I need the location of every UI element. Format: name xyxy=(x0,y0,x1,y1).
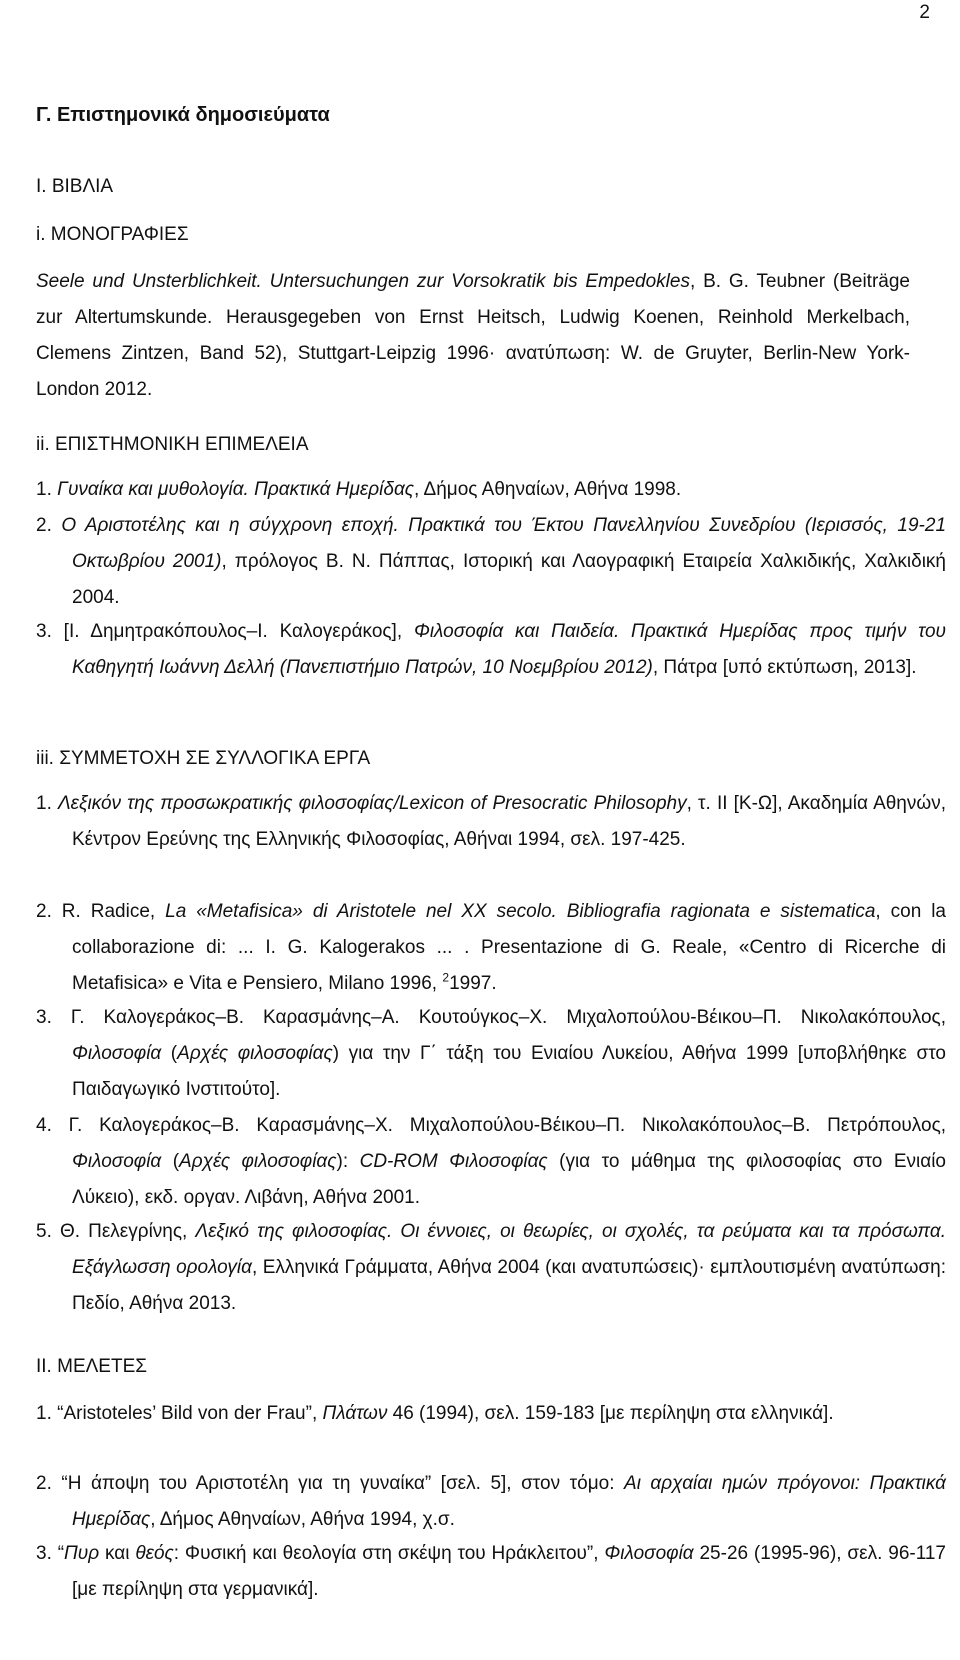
collective-entry-3 xyxy=(36,1000,946,1108)
entry-paren: ( xyxy=(161,1151,180,1172)
entry-year: 1997. xyxy=(449,973,497,994)
entry-number: 3. xyxy=(36,1007,71,1028)
heading-collective-works: iii. ΣΥΜΜΕΤΟΧΗ ΣΕ ΣΥΛΛΟΓΙΚΑ ΕΡΓΑ xyxy=(36,748,371,769)
monograph-entry xyxy=(36,264,910,408)
entry-number: 2. xyxy=(36,901,62,922)
entry-number: 3. xyxy=(36,1543,58,1564)
entry-paren-close: ): xyxy=(336,1151,360,1172)
entry-number: 1. xyxy=(36,479,58,500)
entry-number: 3. xyxy=(36,621,64,642)
page-number: 2 xyxy=(919,2,930,23)
entry-number: 2. xyxy=(36,1473,62,1494)
entry-details: 46 (1994), σελ. 159-183 [με περίληψη στα ελληνικά]. xyxy=(387,1403,834,1424)
entry-author: Θ. Πελεγρίνης, xyxy=(59,1221,196,1242)
entry-volume: Αι αρχαίαι ημών πρόγονοι: Πρακτικά Ημερίδας xyxy=(72,1473,947,1530)
entry-title: Ο Αριστοτέλης και η σύγχρονη εποχή. Πρακτικά του Έκτου Πανελληνίου Συνεδρίου (Ιερισσός, 19-21 Οκτωβρίου 2001) xyxy=(61,515,947,572)
entry-subtitle: Αρχές φιλοσοφίας xyxy=(177,1043,333,1064)
entry-title: La «Metafisica» di Aristotele nel XX secolo. Bibliografia ragionata e sistematica xyxy=(165,901,876,922)
entry-title: Φιλοσοφία xyxy=(72,1043,162,1064)
entry-subtitle: Αρχές φιλοσοφίας xyxy=(179,1151,337,1172)
entry-author: R. Radice, xyxy=(61,901,166,922)
entry-number: 1. xyxy=(36,1403,58,1424)
entry-title: Λεξικό της φιλοσοφίας. Οι έννοιες, οι θεωρίες, οι σχολές, τα ρεύματα και τα πρόσωπα. Εξάγλωσση ορολογία xyxy=(72,1221,947,1278)
entry-details: , πρόλογος Β. Ν. Πάππας, Ιστορική και Λαογραφική Εταιρεία Χαλκιδικής, Χαλκιδική 2004. xyxy=(72,551,946,608)
entry-details: ) για την Γ΄ τάξη του Ενιαίου Λυκείου, Αθήνα 1999 [υποβλήθηκε στο Παιδαγωγικό Ινστιτούτο]. xyxy=(72,1043,946,1100)
collective-entry-5 xyxy=(36,1214,946,1322)
collective-entry-4 xyxy=(36,1108,946,1216)
entry-article-rest: : Φυσική και θεολογία στη σκέψη του Ηράκλειτου”, xyxy=(173,1543,605,1564)
section-title: Γ. Επιστημονικά δημοσιεύματα xyxy=(36,104,330,126)
entry-details: , con la collaborazione di: ... I. G. Kalogerakos ... . Presentazione di G. Reale, «Centro di Ricerche di Metafisica» e Vita e Pensiero, Milano 1996, xyxy=(72,901,947,994)
entry-details: 25-26 (1995-96), σελ. 96-117 [με περίληψη στα γερμανικά]. xyxy=(72,1543,947,1600)
entry-title: Seele und Unsterblichkeit. Untersuchungen zur Vorsokratik bis Empedokles xyxy=(36,271,690,292)
entry-details: , Ελληνικά Γράμματα, Αθήνα 2004 (και ανατυπώσεις)· εμπλουτισμένη ανατύπωση: Πεδίο, Αθήνα 2013. xyxy=(72,1257,946,1314)
entry-article: “Aristoteles’ Bild von der Frau”, xyxy=(57,1403,323,1424)
entry-authors: Γ. Καλογεράκος–Β. Καρασμάνης–Χ. Μιχαλοπούλου-Βέικου–Π. Νικολακόπουλος–Β. Πετρόπουλος, xyxy=(68,1115,947,1136)
entry-details: , τ. ΙΙ [Κ-Ω], Ακαδημία Αθηνών, Κέντρον Ερεύνης της Ελληνικής Φιλοσοφίας, Αθήναι 1994, σελ. 197-425. xyxy=(72,793,946,850)
entry-title: Γυναίκα και μυθολογία. Πρακτικά Ημερίδας xyxy=(57,479,415,500)
entry-number: 1. xyxy=(36,793,58,814)
entry-details: , Δήμος Αθηναίων, Αθήνα 1998. xyxy=(414,479,682,500)
heading-books: Ι. ΒΙΒΛΙΑ xyxy=(36,176,114,197)
entry-details: , Πάτρα [υπό εκτύπωση, 2013]. xyxy=(652,657,917,678)
collective-entry-2 xyxy=(36,894,946,1002)
entry-details: (για το μάθημα της φιλοσοφίας στο Ενιαίο Λύκειο), εκδ. οργαν. Λιβάνη, Αθήνα 2001. xyxy=(72,1151,946,1208)
edition-superscript: 2 xyxy=(442,970,450,985)
entry-journal: Πλάτων xyxy=(322,1403,388,1424)
heading-monographs: i. ΜΟΝΟΓΡΑΦΙΕΣ xyxy=(36,224,189,245)
entry-and: και xyxy=(99,1543,136,1564)
heading-editing: ii. ΕΠΙΣΤΗΜΟΝΙΚΗ ΕΠΙΜΕΛΕΙΑ xyxy=(36,434,309,455)
entry-journal: Φιλοσοφία xyxy=(604,1543,694,1564)
study-entry-2 xyxy=(36,1466,946,1538)
entry-title: Φιλοσοφία και Παιδεία. Πρακτικά Ημερίδας προς τιμήν του Καθηγητή Ιωάννη Δελλή (Πανεπιστήμιο Πατρών, 10 Νοεμβρίου 2012) xyxy=(72,621,947,678)
editing-entry-3 xyxy=(36,614,946,686)
entry-number: 4. xyxy=(36,1115,69,1136)
study-entry-1 xyxy=(36,1396,946,1432)
entry-title: Λεξικόν της προσωκρατικής φιλοσοφίας/Lexicon of Presocratic Philosophy xyxy=(57,793,687,814)
entry-details: , Δήμος Αθηναίων, Αθήνα 1994, χ.σ. xyxy=(150,1509,455,1530)
entry-cdrom: CD-ROM Φιλοσοφίας xyxy=(359,1151,548,1172)
heading-studies: ΙΙ. ΜΕΛΕΤΕΣ xyxy=(36,1356,148,1377)
entry-word-god: θεός xyxy=(135,1543,174,1564)
study-entry-3 xyxy=(36,1536,946,1608)
entry-quote: “ xyxy=(57,1543,65,1564)
entry-number: 5. xyxy=(36,1221,60,1242)
editing-entry-2 xyxy=(36,508,946,616)
entry-word-fire: Πυρ xyxy=(64,1543,100,1564)
entry-article: “Η άποψη του Αριστοτέλη για τη γυναίκα” [σελ. 5], στον τόμο: xyxy=(61,1473,625,1494)
editing-entry-1 xyxy=(36,472,910,508)
entry-number: 2. xyxy=(36,515,62,536)
collective-entry-1 xyxy=(36,786,946,858)
entry-authors: Γ. Καλογεράκος–Β. Καρασμάνης–Α. Κουτούγκος–Χ. Μιχαλοπούλου-Βέικου–Π. Νικολακόπουλος, xyxy=(70,1007,946,1028)
entry-editors: [Ι. Δημητρακόπουλος–Ι. Καλογεράκος], xyxy=(63,621,414,642)
entry-paren: ( xyxy=(161,1043,178,1064)
entry-details: , B. G. Teubner (Beiträge zur Altertumskunde. Herausgegeben von Ernst Heitsch, Ludwig Koenen, Reinhold Merkelbach, Clemens Zintzen, Band 52), Stuttgart-Leipzig 1996· ανατύπωση: W. de Gruyter, Berlin-New York-London 2012. xyxy=(36,271,910,400)
entry-title: Φιλοσοφία xyxy=(72,1151,162,1172)
